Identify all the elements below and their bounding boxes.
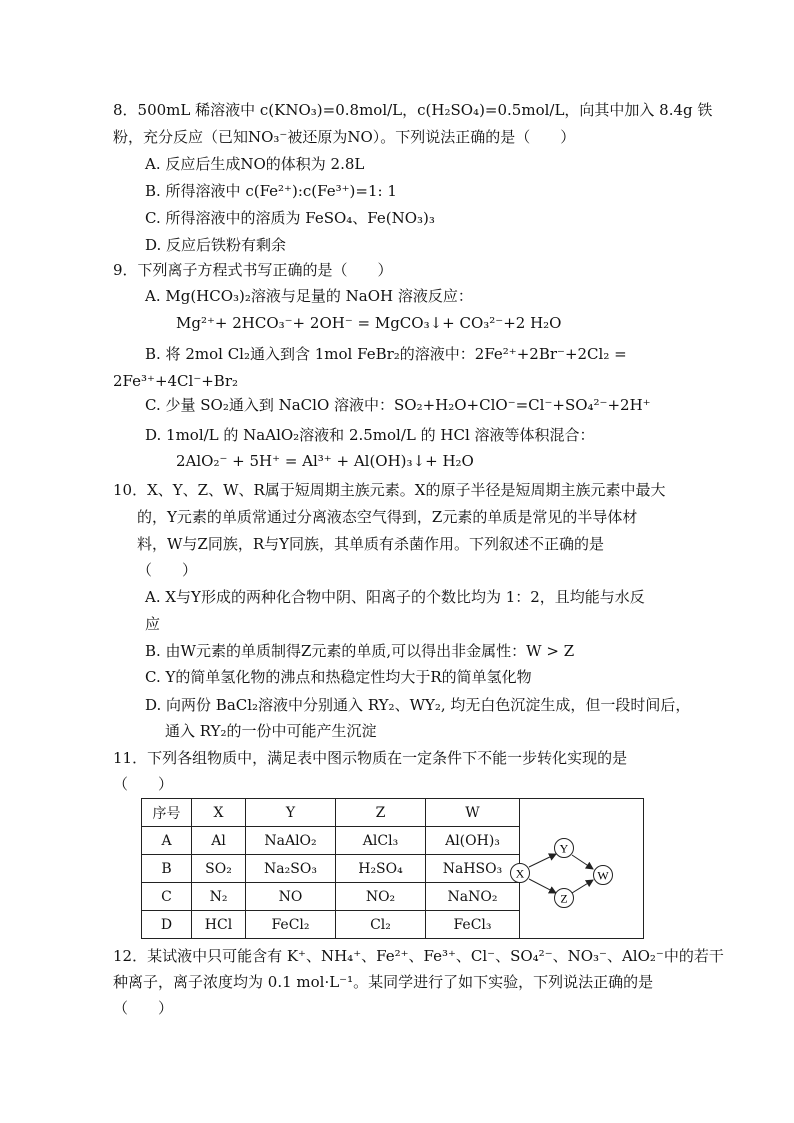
node-y-label: Y — [559, 841, 569, 856]
table-cell: AlCl₃ — [336, 827, 426, 855]
table-cell: NaNO₂ — [426, 883, 520, 911]
table-cell: Cl₂ — [336, 911, 426, 939]
node-y — [555, 839, 574, 858]
q10-stem-line3: 料，W与Z同族，R与Y同族，其单质有杀菌作用。下列叙述不正确的是 — [137, 535, 605, 553]
q8-option-a: A. 反应后生成NO的体积为 2.8L — [145, 155, 365, 173]
q9-option-c: C. 少量 SO₂通入到 NaClO 溶液中：SO₂+H₂O+ClO⁻=Cl⁻+SO₄²⁻+2H⁺ — [145, 396, 651, 414]
q10-option-b: B. 由W元素的单质制得Z元素的单质,可以得出非金属性：W > Z — [145, 642, 575, 660]
table-cell: NO — [246, 883, 336, 911]
q10-stem-line1: 10．X、Y、Z、W、R属于短周期主族元素。X的原子半径是短周期主族元素中最大 — [113, 481, 666, 499]
header-cell: Y — [246, 799, 336, 827]
q10-option-d-line1: D. 向两份 BaCl₂溶液中分别通入 RY₂、WY₂, 均无白色沉淀生成，但一段时间后， — [145, 696, 691, 714]
header-cell: Z — [336, 799, 426, 827]
table-cell: NO₂ — [336, 883, 426, 911]
node-x-label: X — [515, 866, 525, 881]
arrow-x-to-z — [529, 879, 556, 893]
table-cell: NaHSO₃ — [426, 855, 520, 883]
table-cell: HCl — [192, 911, 246, 939]
table-cell: SO₂ — [192, 855, 246, 883]
table-cell: C — [142, 883, 192, 911]
q10-option-a-line2: 应 — [145, 615, 161, 633]
q9-option-b-line1: B. 将 2mol Cl₂通入到含 1mol FeBr₂的溶液中：2Fe²⁺+2Br⁻+2Cl₂ = — [145, 345, 627, 363]
q9-option-a-line1: A. Mg(HCO₃)₂溶液与足量的 NaOH 溶液反应： — [145, 287, 473, 305]
table-cell: Al(OH)₃ — [426, 827, 520, 855]
q8-stem-line1: 8．500mL 稀溶液中 c(KNO₃)=0.8mol/L，c(H₂SO₄)=0.5mol/L，向其中加入 8.4g 铁 — [113, 101, 713, 119]
node-w-label: W — [597, 868, 609, 883]
table-cell: FeCl₃ — [426, 911, 520, 939]
q9-option-a-line2: Mg²⁺+ 2HCO₃⁻+ 2OH⁻ = MgCO₃↓+ CO₃²⁻+2 H₂O — [176, 314, 562, 332]
q12-stem-line1: 12．某试液中只可能含有 K⁺、NH₄⁺、Fe²⁺、Fe³⁺、Cl⁻、SO₄²⁻、NO₃⁻、AlO₂⁻中的若干 — [113, 947, 724, 965]
table-cell: A — [142, 827, 192, 855]
transformation-diagram — [501, 799, 624, 939]
q12-stem-line2: 种离子，离子浓度均为 0.1 mol·L⁻¹。某同学进行了如下实验，下列说法正确的是 — [113, 973, 654, 991]
q8-option-c: C. 所得溶液中的溶质为 FeSO₄、Fe(NO₃)₃ — [145, 209, 435, 227]
q9-stem: 9．下列离子方程式书写正确的是（ ） — [113, 261, 393, 279]
table-cell: H₂SO₄ — [336, 855, 426, 883]
header-cell: W — [426, 799, 520, 827]
q10-stem-line2: 的，Y元素的单质常通过分离液态空气得到，Z元素的单质是常见的半导体材 — [137, 508, 638, 526]
table-cell: FeCl₂ — [246, 911, 336, 939]
q9-option-b-line2: 2Fe³⁺+4Cl⁻+Br₂ — [113, 372, 239, 390]
table-cell: D — [142, 911, 192, 939]
q12-stem-line3: （ ） — [113, 999, 174, 1017]
table-cell: B — [142, 855, 192, 883]
q8-option-d: D. 反应后铁粉有剩余 — [145, 236, 287, 254]
q10-option-c: C. Y的简单氢化物的沸点和热稳定性均大于R的简单氢化物 — [145, 668, 532, 686]
q8-option-b: B. 所得溶液中 c(Fe²⁺):c(Fe³⁺)=1: 1 — [145, 182, 397, 200]
arrow-y-to-w — [572, 855, 593, 869]
table-cell: NaAlO₂ — [246, 827, 336, 855]
q10-option-a-line1: A. X与Y形成的两种化合物中阴、阳离子的个数比均为 1：2，且均能与水反 — [145, 588, 645, 606]
node-x — [511, 864, 530, 883]
table-cell: Al — [192, 827, 246, 855]
header-cell: X — [192, 799, 246, 827]
node-z — [555, 889, 574, 908]
q9-option-d-line1: D. 1mol/L 的 NaAlO₂溶液和 2.5mol/L 的 HCl 溶液等体积混合： — [145, 426, 595, 444]
node-z-label: Z — [560, 891, 568, 906]
header-cell: 序号 — [142, 799, 192, 827]
q8-stem-line2: 粉，充分反应（已知NO₃⁻被还原为NO）。下列说法正确的是（ ） — [113, 128, 576, 146]
q11-stem-line1: 11．下列各组物质中，满足表中图示物质在一定条件下不能一步转化实现的是 — [113, 749, 628, 767]
q11-stem-line2: （ ） — [113, 775, 174, 793]
q10-stem-line4: （ ） — [137, 561, 198, 579]
arrow-x-to-y — [529, 854, 556, 867]
q9-option-d-line2: 2AlO₂⁻ + 5H⁺ = Al³⁺ + Al(OH)₃↓+ H₂O — [176, 452, 474, 470]
node-w — [594, 866, 613, 885]
table-cell: N₂ — [192, 883, 246, 911]
table-cell: Na₂SO₃ — [246, 855, 336, 883]
q10-option-d-line2: 通入 RY₂的一份中可能产生沉淀 — [165, 722, 377, 740]
arrow-z-to-w — [572, 880, 593, 893]
